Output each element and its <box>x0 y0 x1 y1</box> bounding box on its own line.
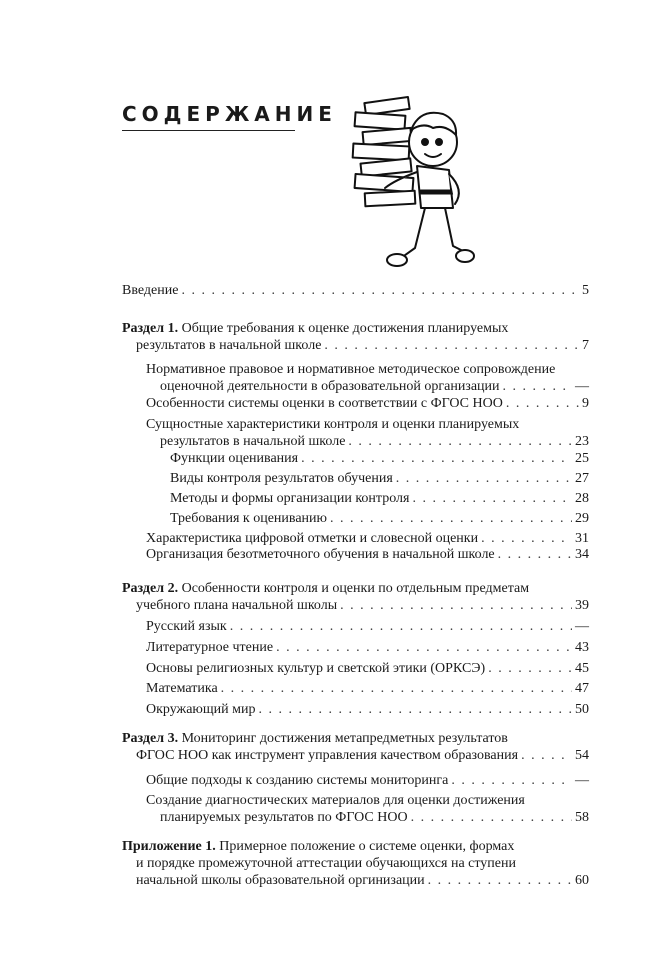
page-number: 7 <box>582 338 589 353</box>
page-title: СОДЕРЖАНИЕ <box>122 102 337 126</box>
toc-entry-orkse[interactable]: Основы религиозных культур и светской этики (ОРКСЭ) . . . 45 <box>146 660 589 677</box>
toc-entry-monitoring[interactable]: Общие подходы к созданию системы мониторинга . . . — <box>146 772 589 789</box>
page-number: 23 <box>575 434 589 449</box>
toc-entry-normative[interactable]: Нормативное правовое и нормативное методическое сопровождение оценочной деятельности в образовательной организации . . . — <box>146 361 589 395</box>
page-number: 58 <box>575 810 589 825</box>
page-number: — <box>575 773 589 788</box>
toc-entry-features[interactable]: Особенности системы оценки в соответствии с ФГОС НОО . . . 9 <box>146 395 589 412</box>
toc-entry-characteristics[interactable]: Сущностные характеристики контроля и оценки планируемых результатов в начальной школе . . . 23 <box>146 416 589 450</box>
toc-entry-methods[interactable]: Методы и формы организации контроля . . . 28 <box>170 490 589 507</box>
toc-entry-digital-grade[interactable]: Характеристика цифровой отметки и словесной оценки . . . 31 <box>146 530 589 547</box>
toc-entry-appendix-1[interactable]: Приложение 1. Примерное положение о системе оценки, формах и порядке промежуточной аттестации обучающихся на ступени начальной школы образовательной оргинизации . . . 60 <box>122 838 589 889</box>
toc-entry-section-1[interactable]: Раздел 1. Общие требования к оценке достижения планируемых результатов в начальной школе . . . 7 <box>122 320 589 354</box>
boy-carrying-books-illustration <box>325 80 475 280</box>
toc-entry-literature[interactable]: Литературное чтение . . . 43 <box>146 639 589 656</box>
page-number: 9 <box>582 396 589 411</box>
page-number: 43 <box>575 640 589 655</box>
title-underline <box>122 130 295 131</box>
page-number: 60 <box>575 873 589 888</box>
toc-entry-math[interactable]: Математика . . . 47 <box>146 680 589 697</box>
page-number: 27 <box>575 471 589 486</box>
page-number: 29 <box>575 511 589 526</box>
page-number: 5 <box>582 283 589 298</box>
page-number: 31 <box>575 531 589 546</box>
toc-entry-control-types[interactable]: Виды контроля результатов обучения . . . 27 <box>170 470 589 487</box>
toc-entry-functions[interactable]: Функции оценивания . . . 25 <box>170 450 589 467</box>
page-number: 47 <box>575 681 589 696</box>
toc-entry-requirements[interactable]: Требования к оцениванию . . . 29 <box>170 510 589 527</box>
page-number: — <box>575 379 589 394</box>
page-number: 28 <box>575 491 589 506</box>
toc-entry-diagnostics[interactable]: Создание диагностических материалов для оценки достижения планируемых результатов по ФГОС НОО . . . 58 <box>146 792 589 826</box>
page-number: 45 <box>575 661 589 676</box>
page-number: 50 <box>575 702 589 717</box>
toc-entry-world[interactable]: Окружающий мир . . . 50 <box>146 701 589 718</box>
toc-entry-section-3[interactable]: Раздел 3. Мониторинг достижения метапредметных результатов ФГОС НОО как инструмент управления качеством образования . . . 54 <box>122 730 589 764</box>
toc-entry-section-2[interactable]: Раздел 2. Особенности контроля и оценки по отдельным предметам учебного плана начальной школы . . . 39 <box>122 580 589 614</box>
page-number: 25 <box>575 451 589 466</box>
page-number: 54 <box>575 748 589 763</box>
page-number: 34 <box>575 547 589 562</box>
page-number: 39 <box>575 598 589 613</box>
page-number: — <box>575 619 589 634</box>
toc-entry-intro[interactable]: Введение . . . 5 <box>122 282 589 299</box>
toc-entry-russian[interactable]: Русский язык . . . — <box>146 618 589 635</box>
toc-entry-gradeless[interactable]: Организация безотметочного обучения в начальной школе . . . 34 <box>146 546 589 563</box>
